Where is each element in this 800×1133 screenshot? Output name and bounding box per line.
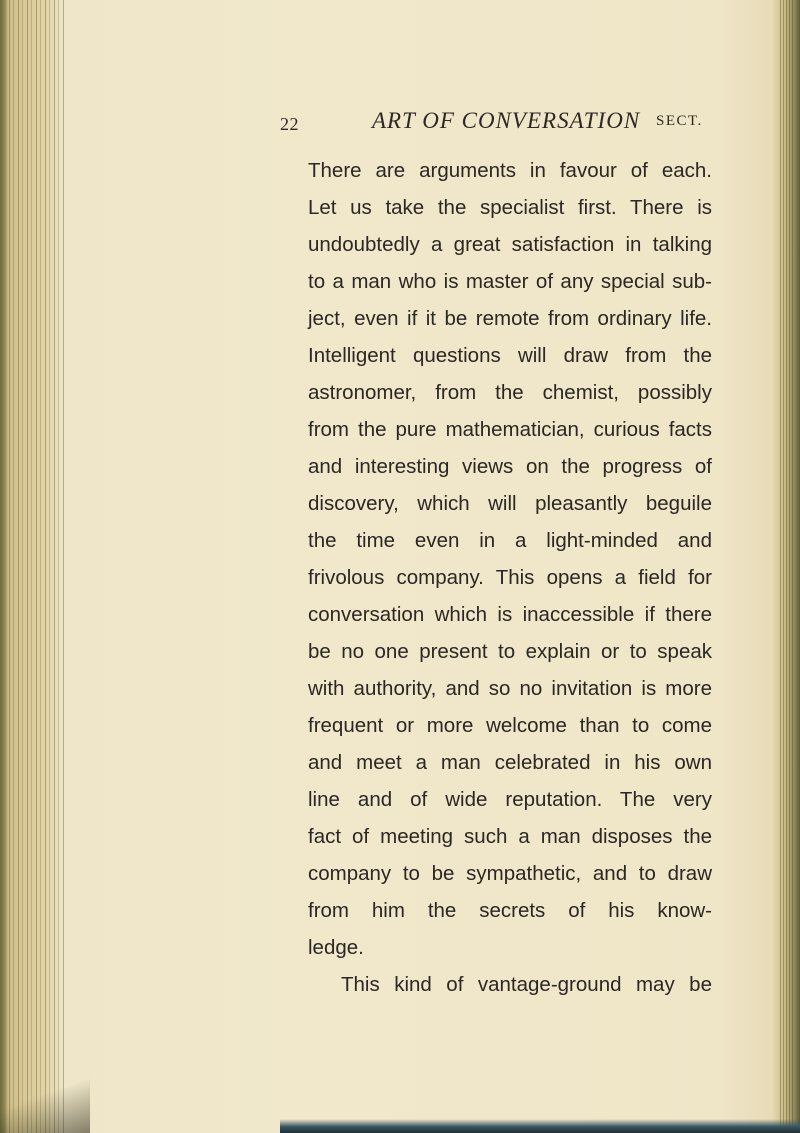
section-label: SECT. (656, 113, 703, 129)
text-line: frequent or more welcome than to come (308, 714, 712, 737)
text-line: conversation which is inaccessible if there (308, 603, 712, 626)
text-line: This kind of vantage-ground may be (341, 973, 712, 996)
page-corner-shadow (0, 1073, 90, 1133)
running-title: ART OF CONVERSATION (372, 108, 641, 133)
running-header (280, 108, 720, 138)
text-line: the time even in a light-minded and (308, 529, 712, 552)
page-number: 22 (280, 114, 299, 134)
text-line: frivolous company. This opens a field for (308, 566, 712, 589)
text-line: ject, even if it be remote from ordinary life. (308, 307, 712, 330)
text-line: fact of meeting such a man disposes the (308, 825, 712, 848)
page-edge-bottom (280, 1119, 800, 1133)
binding-gutter (0, 0, 64, 1133)
text-line: line and of wide reputation. The very (308, 788, 712, 811)
text-line: be no one present to explain or to speak (308, 640, 712, 663)
body-text (308, 152, 712, 1003)
text-line: from the pure mathematician, curious facts (308, 418, 712, 441)
text-line: discovery, which will pleasantly beguile (308, 492, 712, 515)
text-line: There are arguments in favour of each. (308, 159, 712, 182)
text-line: from him the secrets of his know- (308, 899, 712, 922)
text-line: and meet a man celebrated in his own (308, 751, 712, 774)
text-line: ledge. (308, 936, 364, 959)
text-line: with authority, and so no invitation is more (308, 677, 712, 700)
text-line: to a man who is master of any special sub- (308, 270, 712, 293)
text-line: and interesting views on the progress of (308, 455, 712, 478)
text-line: astronomer, from the chemist, possibly (308, 381, 712, 404)
text-line: Let us take the specialist first. There is (308, 196, 712, 219)
text-line: undoubtedly a great satisfaction in talking (308, 233, 712, 256)
page-edge-right (772, 0, 800, 1133)
text-line: company to be sympathetic, and to draw (308, 862, 712, 885)
text-line: Intelligent questions will draw from the (308, 344, 712, 367)
book-spine-edge (0, 0, 8, 1133)
page-edge-lines (780, 0, 794, 1133)
